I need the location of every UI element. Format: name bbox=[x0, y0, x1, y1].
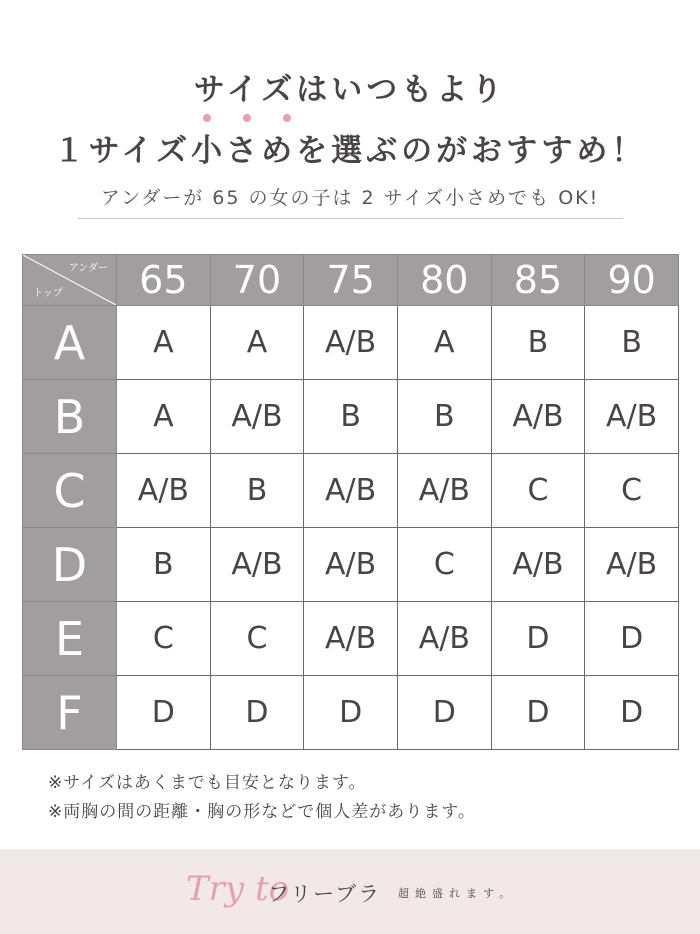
table-cell: A/B bbox=[397, 602, 491, 676]
row-header: E bbox=[23, 602, 117, 676]
table-cell: A bbox=[210, 306, 304, 380]
table-cell: A bbox=[117, 380, 211, 454]
table-cell: D bbox=[304, 676, 398, 750]
disclaimer-note: ※両胸の間の距離・胸の形などで個人差があります。 bbox=[48, 802, 476, 822]
table-cell: B bbox=[491, 306, 585, 380]
column-header: 75 bbox=[304, 255, 398, 306]
corner-under-label: アンダー bbox=[68, 263, 108, 274]
brand-logo: Try to bbox=[186, 869, 290, 909]
column-header: 85 bbox=[491, 255, 585, 306]
disclaimer-note: ※サイズはあくまでも目安となります。 bbox=[48, 773, 367, 793]
table-cell: A bbox=[397, 306, 491, 380]
table-cell: A bbox=[117, 306, 211, 380]
emphasis-dot bbox=[203, 114, 211, 122]
table-cell: C bbox=[397, 528, 491, 602]
table-cell: B bbox=[117, 528, 211, 602]
table-row bbox=[23, 602, 679, 676]
subline-divider bbox=[78, 218, 623, 219]
table-cell: A/B bbox=[397, 454, 491, 528]
table-cell: A/B bbox=[585, 528, 679, 602]
table-cell: D bbox=[585, 602, 679, 676]
table-cell: C bbox=[117, 602, 211, 676]
table-cell: A/B bbox=[210, 380, 304, 454]
table-corner bbox=[23, 255, 117, 306]
table-row bbox=[23, 380, 679, 454]
column-header: 90 bbox=[585, 255, 679, 306]
column-header: 65 bbox=[117, 255, 211, 306]
headline-line-2: １サイズ小さめを選ぶのがおすすめ！ bbox=[53, 133, 647, 169]
column-header: 70 bbox=[210, 255, 304, 306]
emphasis-dot bbox=[283, 114, 291, 122]
footer-banner bbox=[0, 849, 700, 934]
table-cell: A/B bbox=[491, 528, 585, 602]
table-cell: D bbox=[397, 676, 491, 750]
table-cell: B bbox=[397, 380, 491, 454]
table-cell: A/B bbox=[304, 528, 398, 602]
row-header: D bbox=[23, 528, 117, 602]
table-cell: A/B bbox=[491, 380, 585, 454]
emphasis-dot bbox=[243, 114, 251, 122]
table-cell: D bbox=[210, 676, 304, 750]
table-cell: A/B bbox=[117, 454, 211, 528]
table-row bbox=[23, 528, 679, 602]
table-cell: B bbox=[210, 454, 304, 528]
row-header: B bbox=[23, 380, 117, 454]
table-row bbox=[23, 306, 679, 380]
column-header: 80 bbox=[397, 255, 491, 306]
table-header-row bbox=[23, 255, 679, 306]
table-cell: D bbox=[491, 602, 585, 676]
table-cell: C bbox=[210, 602, 304, 676]
product-name: フリーブラ bbox=[268, 882, 382, 906]
tagline: 超絶盛れます。 bbox=[398, 887, 517, 900]
table-cell: A/B bbox=[304, 454, 398, 528]
corner-top-label: トップ bbox=[33, 288, 63, 299]
table-cell: C bbox=[491, 454, 585, 528]
table-cell: A/B bbox=[304, 602, 398, 676]
row-header: C bbox=[23, 454, 117, 528]
table-cell: B bbox=[304, 380, 398, 454]
emphasis-dots bbox=[203, 114, 293, 122]
table-cell: C bbox=[585, 454, 679, 528]
table-row bbox=[23, 454, 679, 528]
subline: アンダーが 65 の女の子は 2 サイズ小さめでも OK! bbox=[100, 187, 600, 209]
table-cell: D bbox=[491, 676, 585, 750]
table-cell: A/B bbox=[304, 306, 398, 380]
row-header: A bbox=[23, 306, 117, 380]
table-cell: A/B bbox=[210, 528, 304, 602]
size-chart-table bbox=[22, 254, 679, 750]
table-cell: A/B bbox=[585, 380, 679, 454]
row-header: F bbox=[23, 676, 117, 750]
table-cell: B bbox=[585, 306, 679, 380]
table-row bbox=[23, 676, 679, 750]
table-cell: D bbox=[585, 676, 679, 750]
headline-line-1: サイズはいつもより bbox=[193, 72, 507, 108]
table-cell: D bbox=[117, 676, 211, 750]
